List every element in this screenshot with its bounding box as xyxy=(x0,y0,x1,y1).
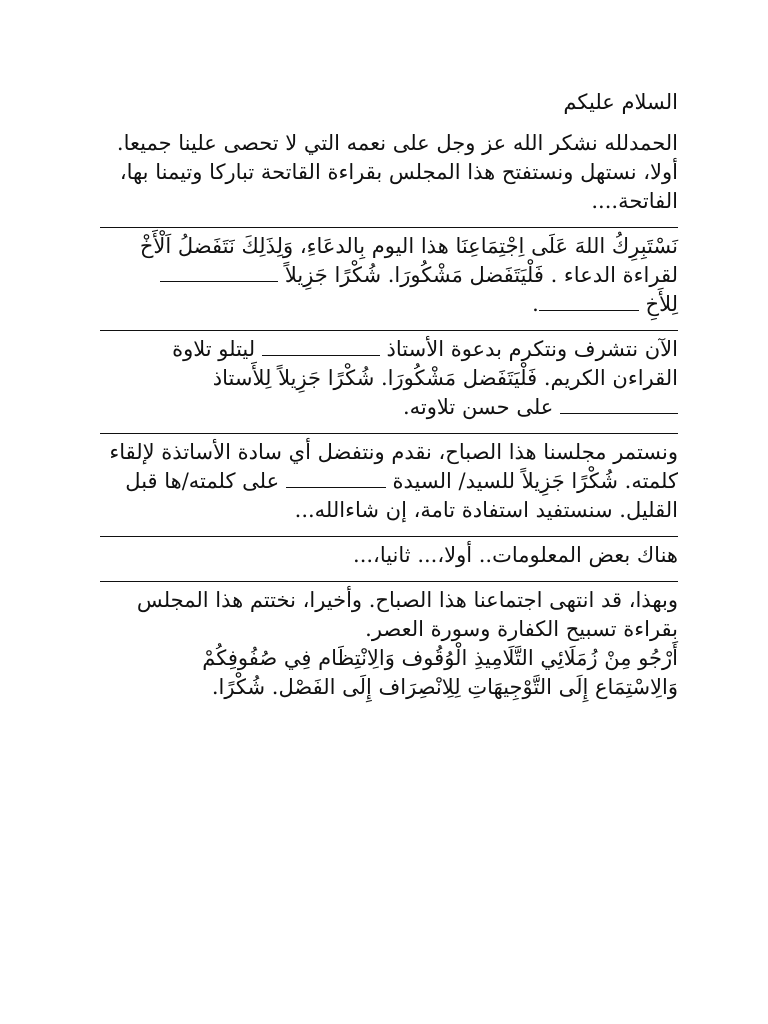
section-divider xyxy=(100,330,678,331)
doa-line-2-text: لقراءة الدعاء . فَلْيَتَفَضل مَشْكُورَا. شُكْرًا جَزِيلاً xyxy=(284,263,678,287)
quran-line-1-suffix: ليتلو تلاوة xyxy=(172,337,256,361)
quran-line-3-suffix: على حسن تلاوته. xyxy=(402,395,554,419)
closing-line-2: بقراءة تسبيح الكفارة وسورة العصر. xyxy=(365,617,678,641)
speech-section xyxy=(100,438,678,525)
info-section xyxy=(100,541,678,570)
speech-line-2 xyxy=(100,467,678,496)
closing-line-3: أَرْجُو مِنْ زُمَلَائِي التَّلَامِيذِ الْوُقُوف وَالِانْتِظَام فِي صُفُوفِكُمْ xyxy=(202,646,678,670)
doa-thanks-blank[interactable] xyxy=(539,290,639,311)
closing-section xyxy=(100,586,678,702)
intro-line-3: الفاتحة.... xyxy=(591,189,678,213)
quran-teacher-blank[interactable] xyxy=(262,335,380,356)
closing-line-4: وَالِاسْتِمَاع إِلَى التَّوْجِيهَاتِ لِلِانْصِرَاف إِلَى الفَصْل. شُكْرًا. xyxy=(211,675,678,699)
section-divider xyxy=(100,581,678,582)
doa-name-blank[interactable] xyxy=(160,261,278,282)
speech-line-1: ونستمر مجلسنا هذا الصباح، نقدم ونتفضل أي سادة الأساتذة لإلقاء xyxy=(109,440,678,464)
quran-line-2: القراءن الكريم. فَلْيَتَفَضل مَشْكُورَا. شُكْرًا جَزِيلاً لِلأَستاذ xyxy=(212,366,678,390)
intro-line-2: أولا، نستهل ونستفتح هذا المجلس بقراءة القاتحة تباركا وتيمنا بها، xyxy=(119,160,678,184)
doa-line-3 xyxy=(100,290,678,319)
quran-line-1 xyxy=(100,335,678,364)
quran-line-1-prefix: الآن نتشرف ونتكرم بدعوة الأستاذ xyxy=(386,337,678,361)
doa-line-1: نَسْتَبِرِكُ اللهَ عَلَى اِجْتِمَاعِنَا هذا اليوم بِالدعَاءِ، وَلِذَلِكَ نَتَفَضلُ اَلْأَخْ xyxy=(139,234,678,258)
speech-line-3: القليل. سنستفيد استفادة تامة، إن شاءالله... xyxy=(294,498,678,522)
intro-section xyxy=(100,129,678,216)
speech-line-2-suffix: على كلمته/ها قبل xyxy=(125,469,280,493)
info-line-1: هناك بعض المعلومات.. أولا،... ثانيا،... xyxy=(353,543,678,567)
quran-thanks-blank[interactable] xyxy=(560,393,678,414)
speech-line-2-prefix: كلمته. شُكْرًا جَزِيلاً للسيد/ السيدة xyxy=(392,469,678,493)
doa-section xyxy=(100,232,678,319)
speech-speaker-blank[interactable] xyxy=(286,467,386,488)
intro-line-1: الحمدلله نشكر الله عز وجل على نعمه التي لا تحصى علينا جميعا. xyxy=(116,131,678,155)
doa-line-2 xyxy=(100,261,678,290)
closing-line-1: وبهذا، قد انتهى اجتماعنا هذا الصباح. وأخيرا، نختتم هذا المجلس xyxy=(136,588,678,612)
quran-line-3 xyxy=(100,393,678,422)
document-page xyxy=(100,88,678,702)
doa-line-3-suffix: . xyxy=(532,292,539,316)
doa-line-3-prefix: لِلأَخِ xyxy=(645,292,678,316)
section-divider xyxy=(100,536,678,537)
greeting xyxy=(100,88,678,117)
quran-section xyxy=(100,335,678,422)
greeting-text: السلام عليكم xyxy=(563,90,678,114)
section-divider xyxy=(100,227,678,228)
section-divider xyxy=(100,433,678,434)
